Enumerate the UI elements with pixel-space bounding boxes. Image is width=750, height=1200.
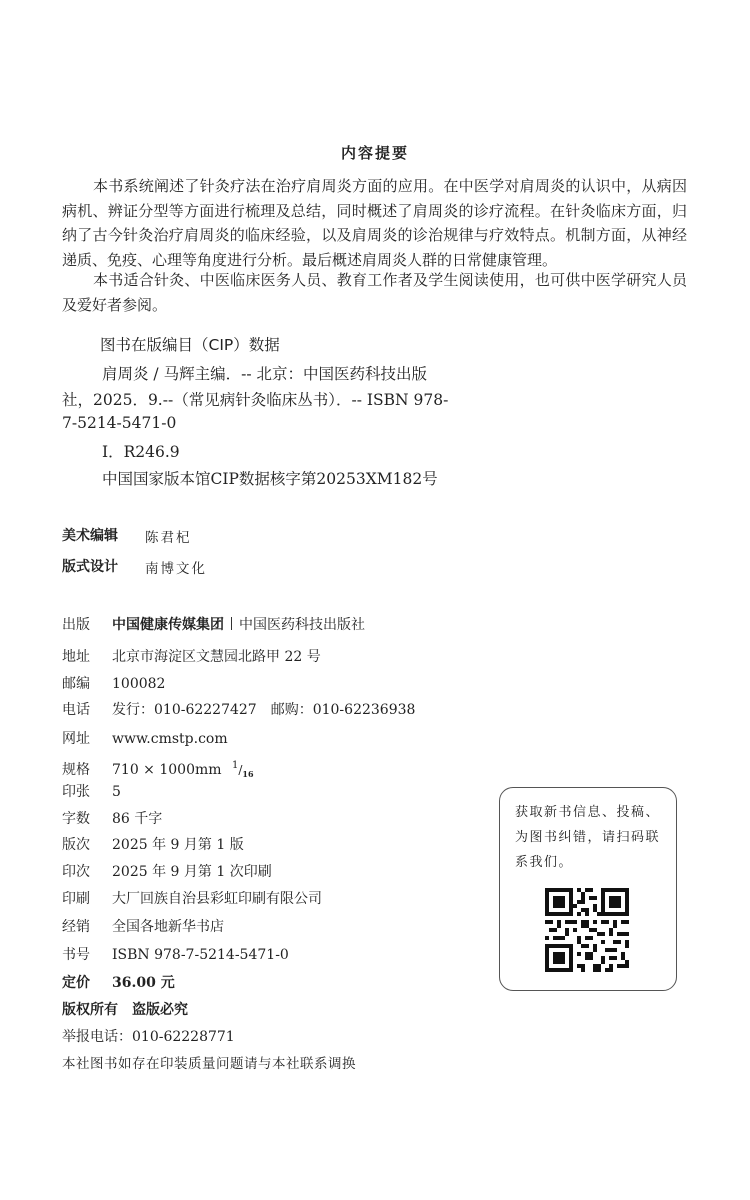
art-editor-label: 美术编辑 <box>62 528 118 544</box>
price-value: 36.00 元 <box>112 975 175 991</box>
postcode-value: 100082 <box>112 676 166 692</box>
format-label: 规格 <box>62 762 90 778</box>
qr-code-icon[interactable] <box>545 888 629 972</box>
printing-label: 印次 <box>62 864 90 880</box>
copyright-line: 版权所有 盗版必究 <box>62 1002 188 1018</box>
summary-heading: 内容提要 <box>340 144 409 162</box>
format-denominator: 16 <box>242 769 254 779</box>
isbn-row <box>62 942 289 968</box>
edition-label: 版次 <box>62 837 90 853</box>
distributor-row <box>62 914 224 940</box>
isbn-value: ISBN 978-7-5214-5471-0 <box>112 947 289 963</box>
distributor-label: 经销 <box>62 919 90 935</box>
cip-line-1: 肩周炎 / 马辉主编．-- 北京：中国医药科技出版 <box>102 365 427 383</box>
cip-line-5: 中国国家版本馆CIP数据核字第20253XM182号 <box>102 470 438 488</box>
quality-notice: 本社图书如存在印装质量问题请与本社联系调换 <box>62 1056 356 1072</box>
sheets-label: 印张 <box>62 784 90 800</box>
cip-title: 图书在版编目（CIP）数据 <box>100 336 280 354</box>
format-row: 规格 710 × 1000mm $^1/_{16}$ <box>62 753 254 779</box>
words-label: 字数 <box>62 811 90 827</box>
postcode-label: 邮编 <box>62 676 90 692</box>
edition-row <box>62 832 244 858</box>
publisher-group: 中国健康传媒集团 <box>112 617 224 633</box>
sheets-value: 5 <box>112 784 121 800</box>
cip-line-3: 7-5214-5471-0 <box>62 414 177 432</box>
price-label: 定价 <box>62 975 90 991</box>
website-label: 网址 <box>62 731 90 747</box>
publisher-divider <box>231 617 232 630</box>
layout-design-value: 南博文化 <box>145 561 207 577</box>
website-row <box>62 726 228 752</box>
summary-paragraph-1: 本书系统阐述了针灸疗法在治疗肩周炎方面的应用。在中医学对肩周炎的认识中，从病因病机、辨证分型等方面进行梳理及总结，同时概述了肩周炎的诊疗流程。在针灸临床方面，归纳了古今针灸治疗肩周炎的临床经验，以及肩周炎的诊治规律与疗效特点。机制方面，从神经递质、免疫、心理等角度进行分析。最后概述肩周炎人群的日常健康管理。 <box>62 177 687 269</box>
address-value: 北京市海淀区文慧园北路甲 22 号 <box>112 649 321 665</box>
art-editor-value: 陈君杞 <box>145 530 192 546</box>
cip-line-2: 社，2025．9.--（常见病针灸临床丛书）．-- ISBN 978- <box>62 391 449 409</box>
distributor-value: 全国各地新华书店 <box>112 919 224 935</box>
printing-row <box>62 859 272 885</box>
printing-value: 2025 年 9 月第 1 次印刷 <box>112 864 272 880</box>
qr-panel-text: 获取新书信息、投稿、为图书纠错，请扫码联系我们。 <box>515 805 661 870</box>
publisher-name: 中国医药科技出版社 <box>239 617 365 633</box>
report-phone-line: 举报电话：010-62228771 <box>62 1029 235 1045</box>
price-row <box>62 970 175 996</box>
printer-value: 大厂回族自治县彩虹印刷有限公司 <box>112 891 322 907</box>
phone-label: 电话 <box>62 702 90 718</box>
layout-design-label: 版式设计 <box>62 559 118 575</box>
isbn-label: 书号 <box>62 947 90 963</box>
publisher-row <box>62 612 365 638</box>
words-value: 86 千字 <box>112 811 163 827</box>
words-row <box>62 806 162 832</box>
address-row <box>62 644 321 670</box>
postcode-row <box>62 671 165 697</box>
format-value: 710 × 1000mm <box>112 762 222 778</box>
address-label: 地址 <box>62 649 90 665</box>
format-numerator: 1 <box>232 760 239 771</box>
summary-paragraph-2: 本书适合针灸、中医临床医务人员、教育工作者及学生阅读使用，也可供中医学研究人员及爱好者参阅。 <box>62 271 687 314</box>
printer-row <box>62 886 322 912</box>
edition-value: 2025 年 9 月第 1 版 <box>112 837 244 853</box>
publisher-label: 出版 <box>62 617 90 633</box>
cip-line-4: Ⅰ．R246.9 <box>102 443 180 461</box>
sheets-row <box>62 779 121 805</box>
phone-value: 发行：010-62227427 邮购：010-62236938 <box>112 702 416 718</box>
phone-row <box>62 697 415 723</box>
website-value[interactable]: www.cmstp.com <box>112 731 228 747</box>
printer-label: 印刷 <box>62 891 90 907</box>
